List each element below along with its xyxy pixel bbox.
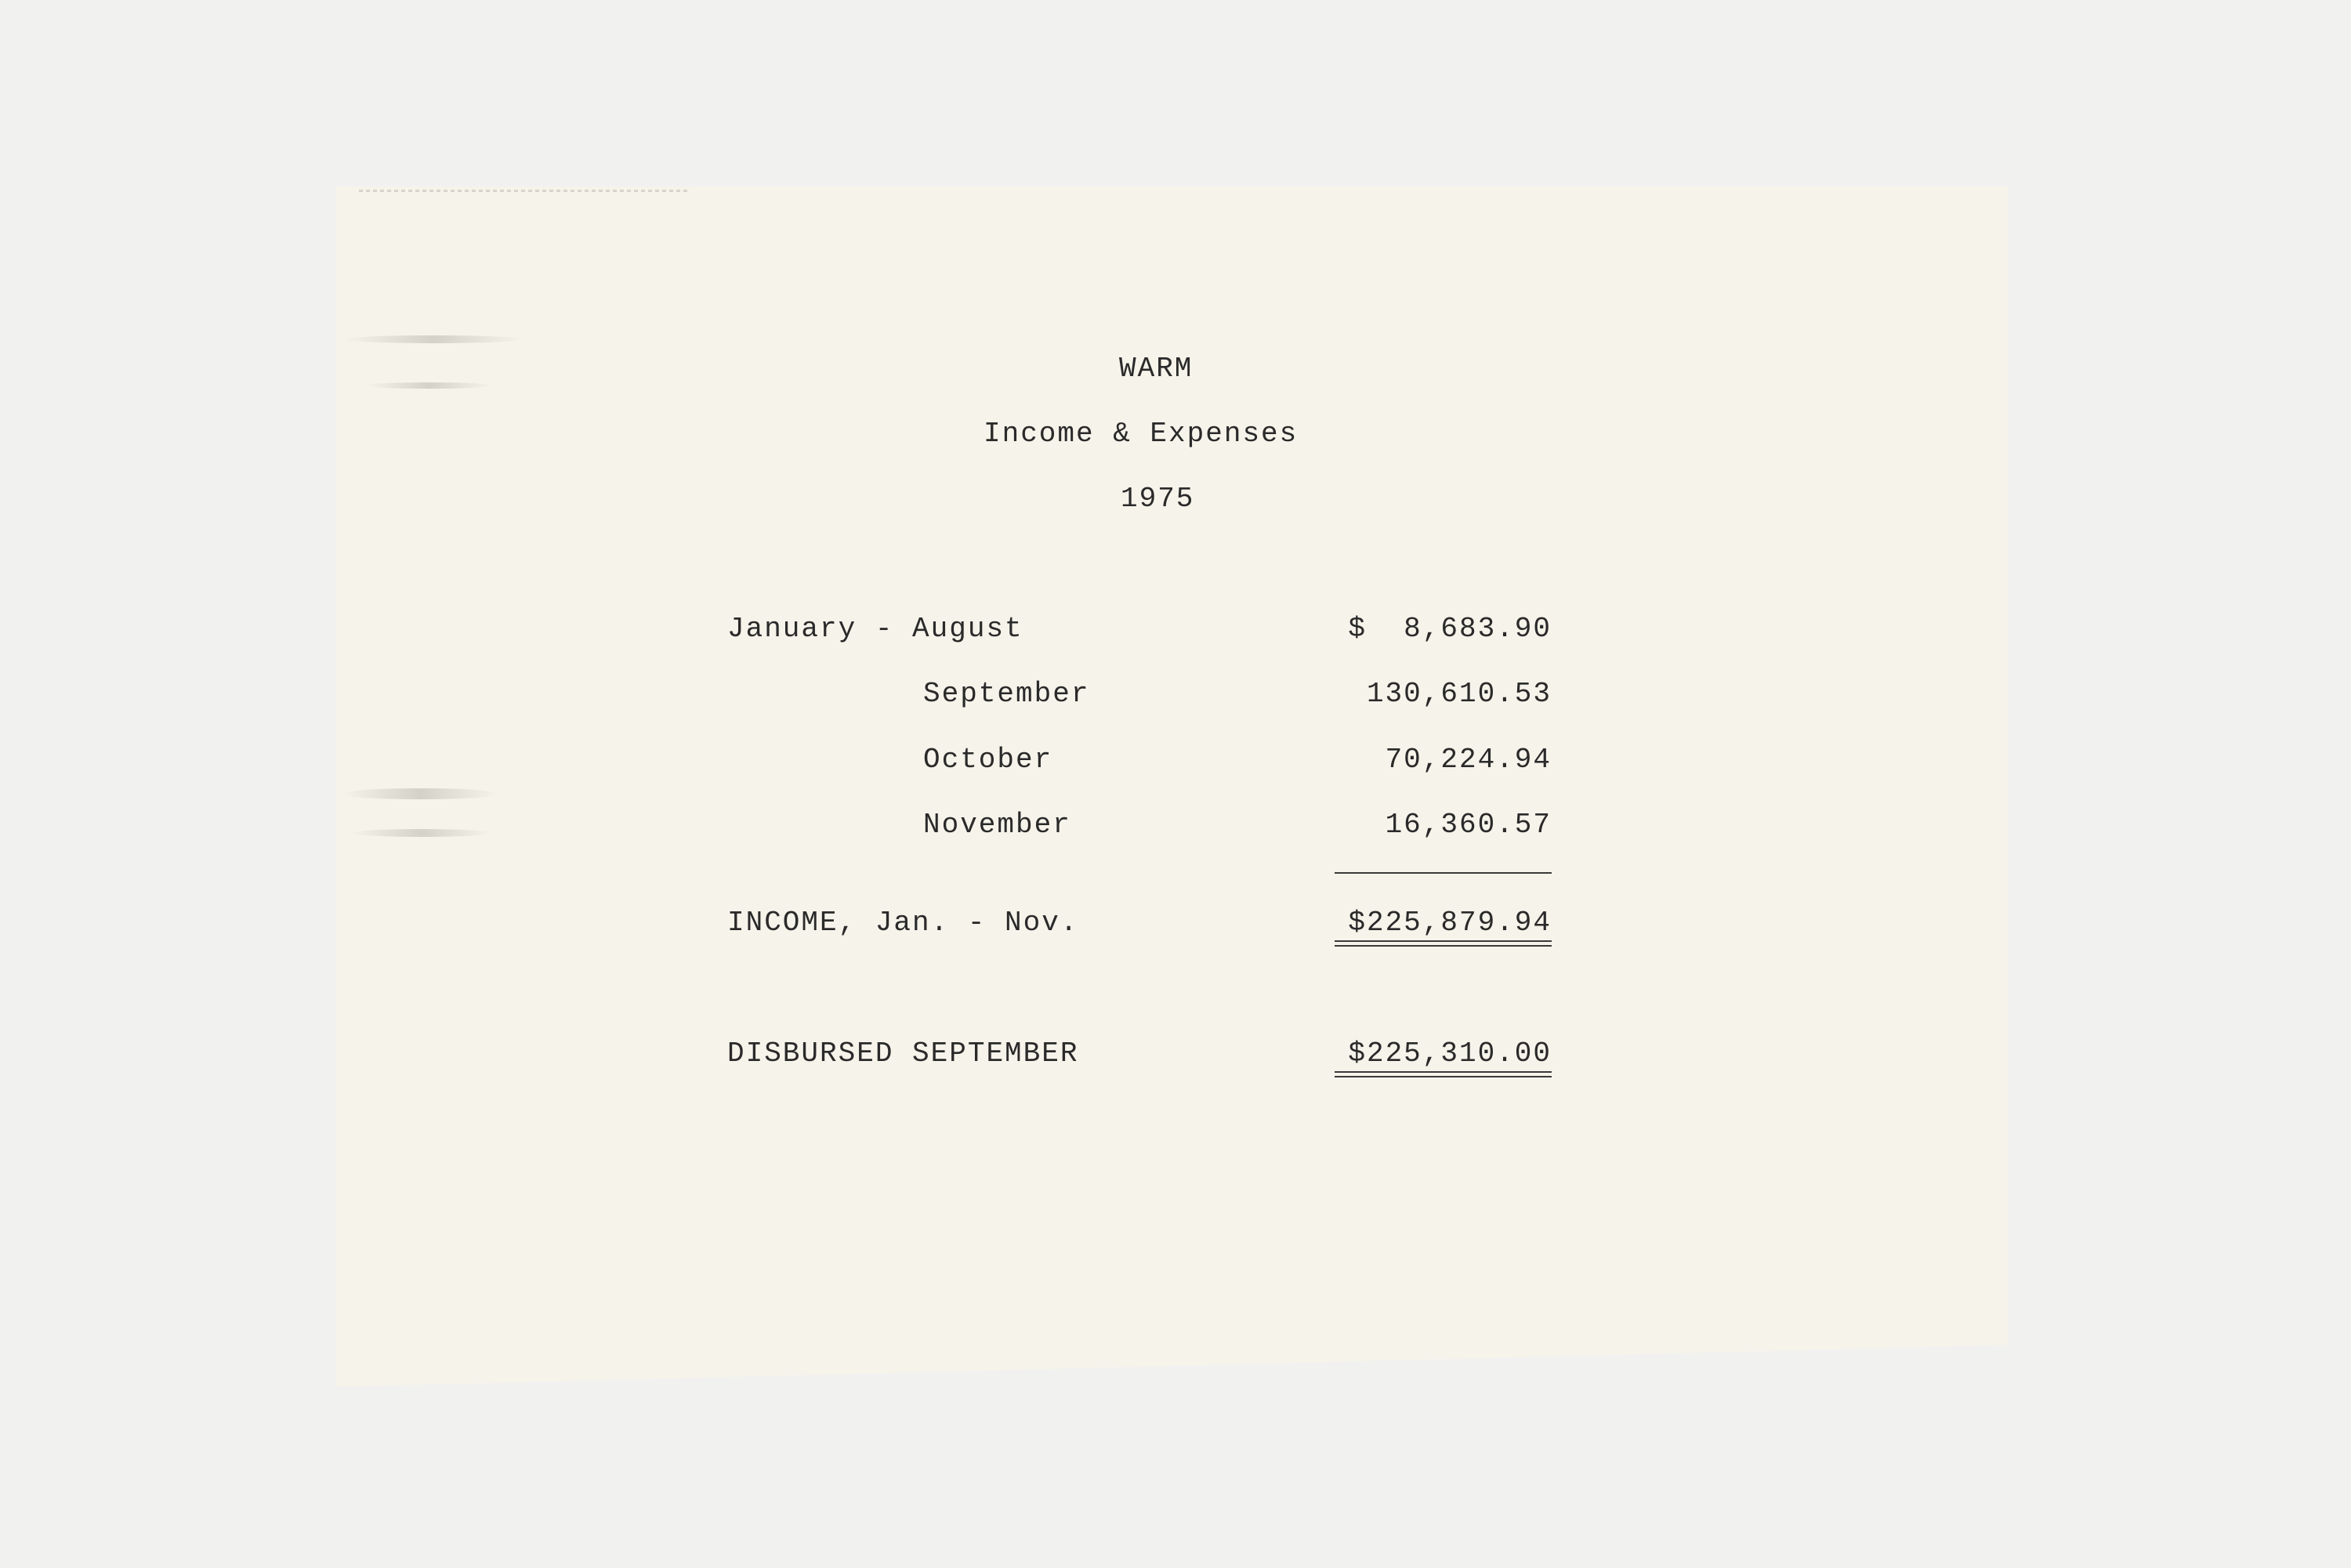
paper-smudge [343,335,523,343]
document-year: 1975 [1121,483,1195,515]
row-amount-september: 130,610.53 [1366,678,1552,710]
row-amount-jan-aug: $ 8,683.90 [1348,613,1552,645]
disbursed-amount: $225,310.00 [1348,1037,1552,1070]
document-org: WARM [1119,353,1194,385]
row-amount-october: 70,224.94 [1385,744,1552,776]
document-subtitle: Income & Expenses [984,418,1299,450]
income-total-amount: $225,879.94 [1348,907,1552,939]
disbursed-label: DISBURSED SEPTEMBER [727,1037,1079,1070]
income-total-label: INCOME, Jan. - Nov. [727,907,1079,939]
row-label-jan-aug: January - August [727,613,1023,645]
paper-smudge [351,829,492,837]
row-amount-november: 16,360.57 [1385,809,1552,841]
paper-smudge [367,382,492,389]
disbursed-double-rule-top [1335,1071,1552,1073]
disbursed-double-rule-bottom [1335,1076,1552,1077]
row-label-september: September [923,678,1090,710]
income-double-rule-bottom [1335,945,1552,947]
sum-rule [1335,872,1552,874]
row-label-november: November [923,809,1071,841]
row-label-october: October [923,744,1053,776]
income-double-rule-top [1335,940,1552,942]
paper-smudge [342,788,498,799]
